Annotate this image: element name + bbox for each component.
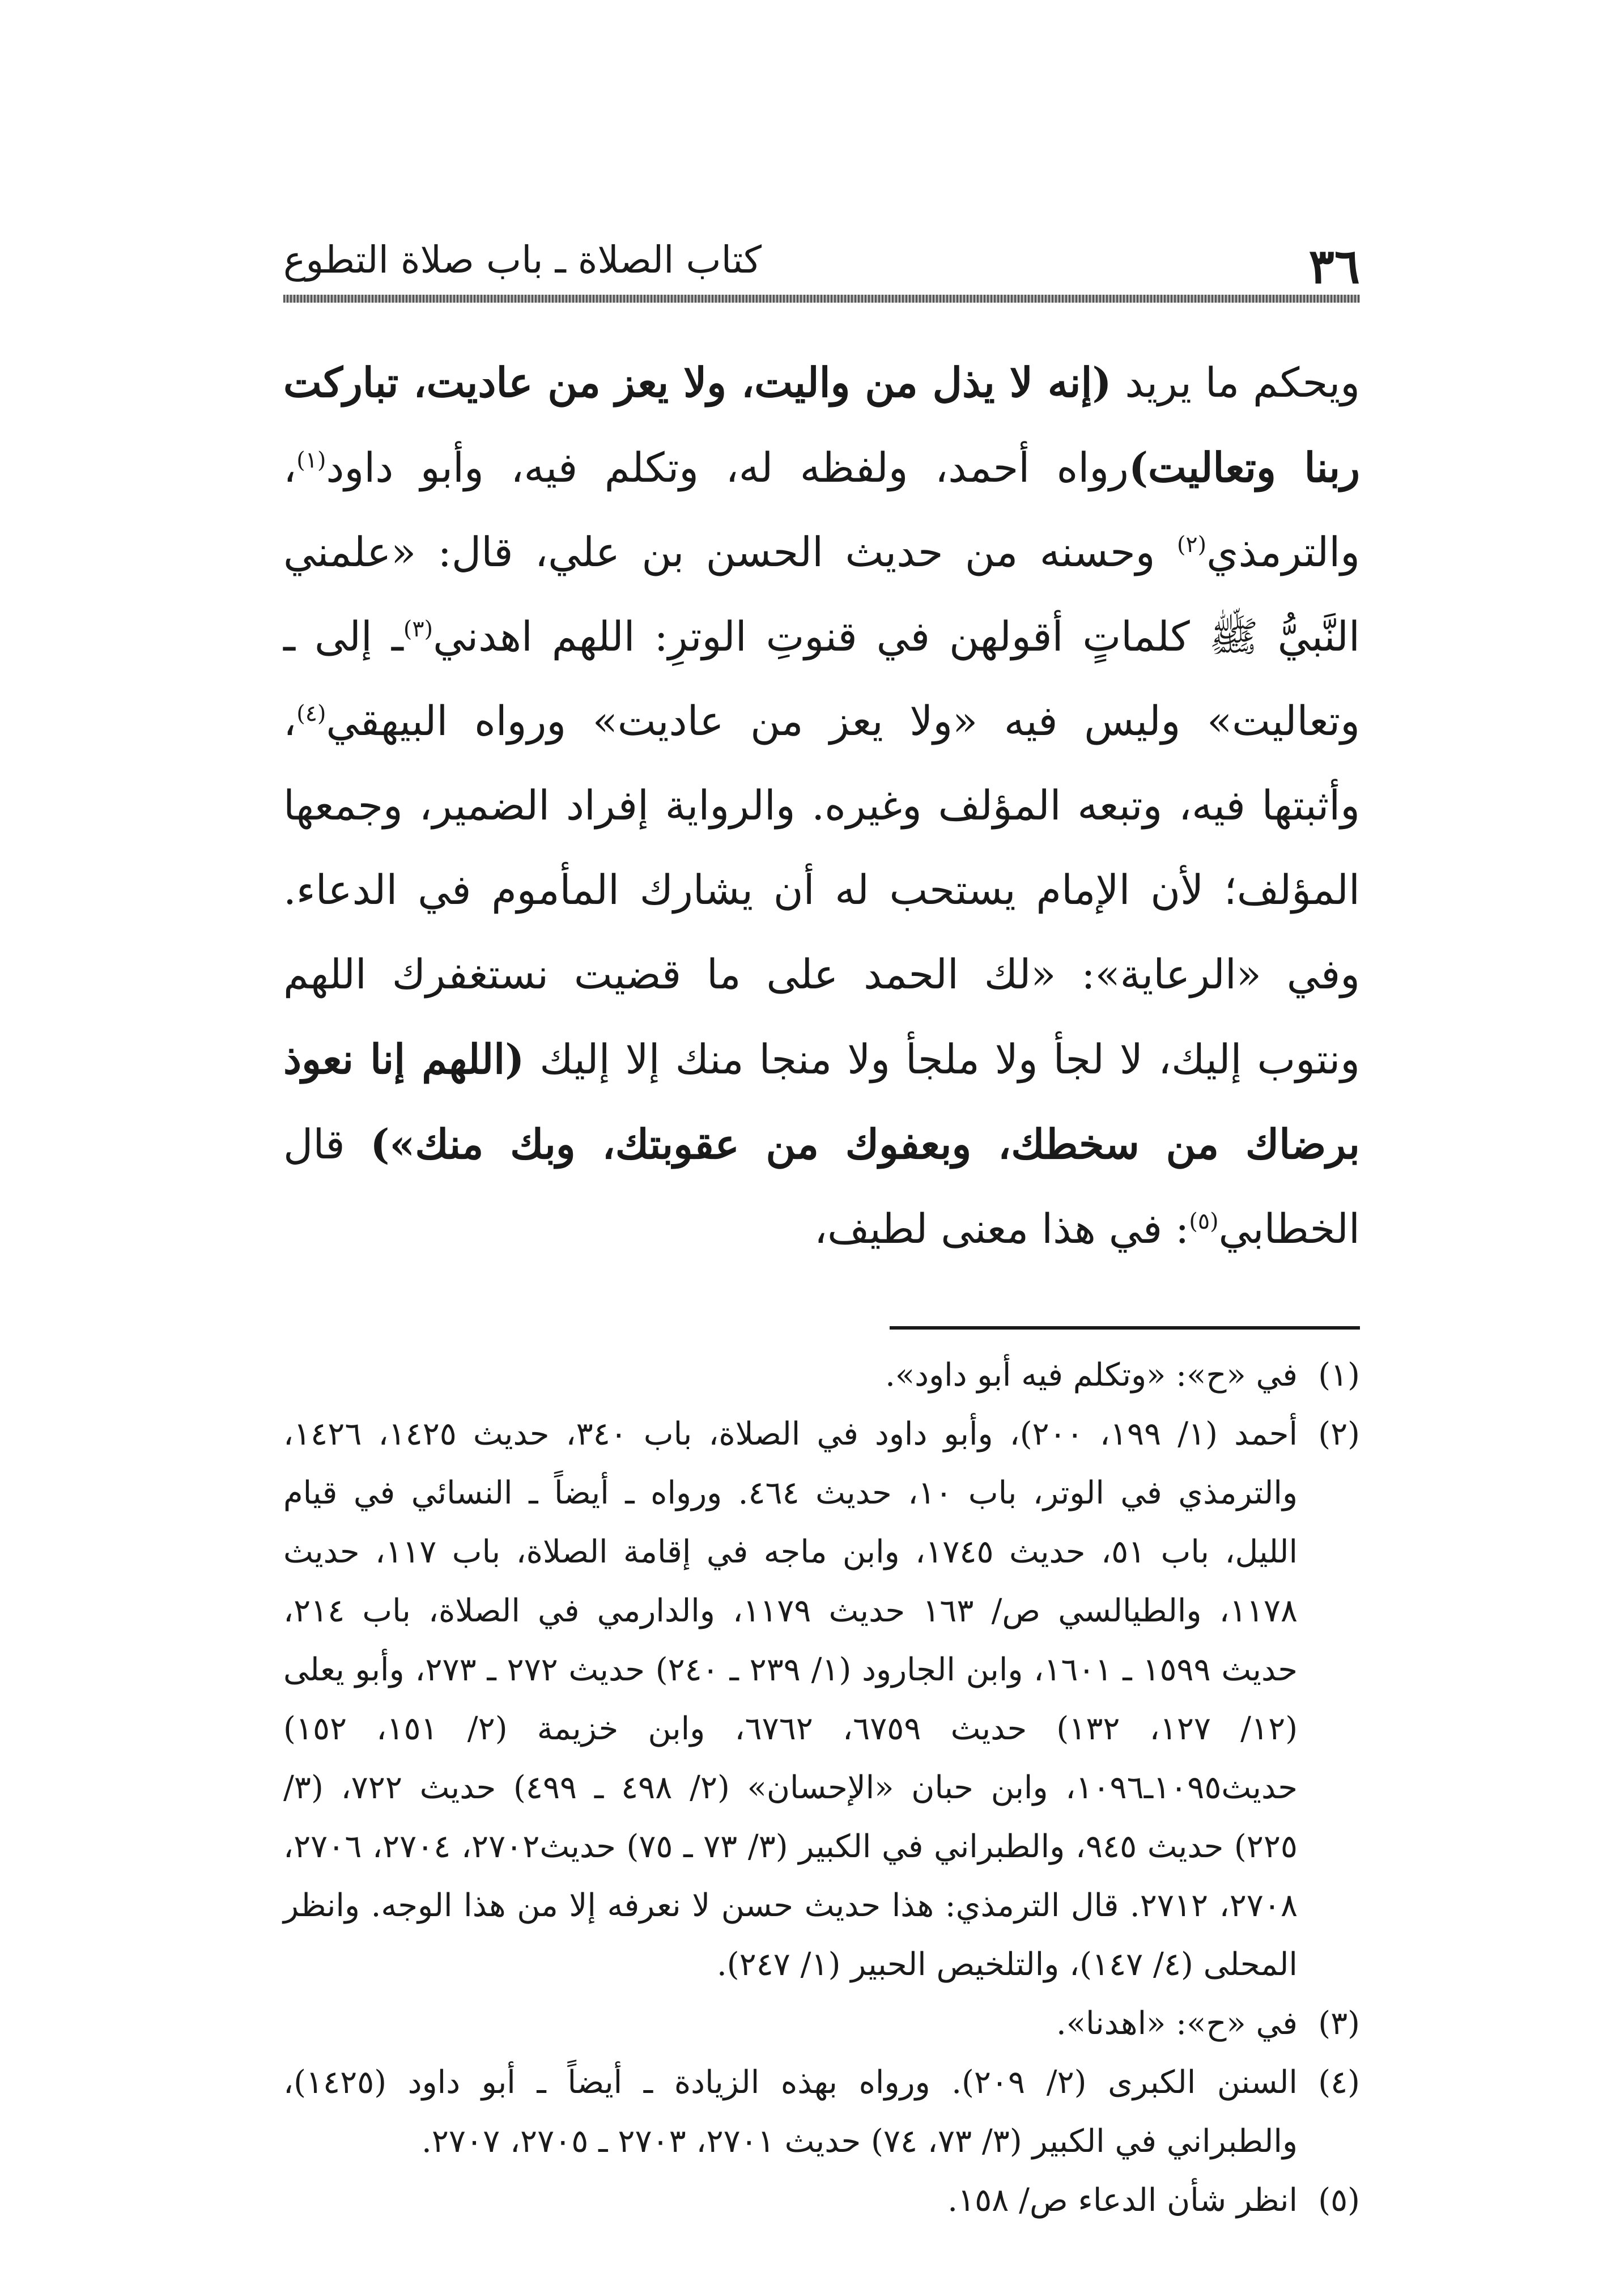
- footnote-text: انظر شأن الدعاء ص/ ١٥٨.: [947, 2182, 1298, 2219]
- body-text: قال الخطابي: [283, 1120, 1360, 1252]
- running-title: كتاب الصلاة ـ باب صلاة التطوع: [283, 238, 762, 282]
- body-paragraph: [283, 340, 1360, 1271]
- footnote-item: [283, 1346, 1360, 1405]
- body-text: : في هذا معنى لطيف،: [814, 1205, 1189, 1252]
- hadith-quote: (إنه لا يذل من واليت، ولا يعز من عاديت، تباركت ربنا وتعاليت): [283, 358, 1360, 491]
- body-text: ـ إلى ـ وتعاليت» وليس فيه «ولا يعز من عاديت» ورواه البيهقي: [283, 613, 1360, 745]
- body-text: ويحكم ما يريد: [1111, 359, 1360, 406]
- main-text: [283, 340, 1360, 1271]
- footnote-ref-4[interactable]: (٤): [296, 700, 326, 727]
- footnote-number: (٣): [1318, 2005, 1360, 2042]
- footnote-item: [283, 1405, 1360, 1994]
- footnote-number: (٢): [1318, 1416, 1360, 1453]
- footnote-number: (٥): [1318, 2182, 1360, 2219]
- footnote-ref-2[interactable]: (٢): [1176, 532, 1207, 558]
- footnote-text: أحمد (١/ ١٩٩، ٢٠٠)، وأبو داود في الصلاة، باب ٣٤٠، حديث ١٤٢٥، ١٤٢٦، والترمذي في الوتر، باب ١٠، حديث ٤٦٤. ورواه ـ أيضاً ـ النسائي في قيام الليل، باب ٥١، حديث ١٧٤٥، وابن ماجه في إقامة الصلاة، باب ١١٧، حديث ١١٧٨، والطيالسي ص/ ١٦٣ حديث ١١٧٩، والدارمي في الصلاة، باب ٢١٤، حديث ١٥٩٩ ـ ١٦٠١، وابن الجارود (١/ ٢٣٩ ـ ٢٤٠) حديث ٢٧٢ ـ ٢٧٣، وأبو يعلى (١٢/ ١٢٧، ١٣٢) حديث ٦٧٥٩، ٦٧٦٢، وابن خزيمة (٢/ ١٥١، ١٥٢) حديث١٠٩٥ـ١٠٩٦، وابن حبان «الإحسان» (٢/ ٤٩٨ ـ ٤٩٩) حديث ٧٢٢، (٣/ ٢٢٥) حديث ٩٤٥، والطبراني في الكبير (٣/ ٧٣ ـ ٧٥) حديث٢٧٠٢، ٢٧٠٤، ٢٧٠٦، ٢٧٠٨، ٢٧١٢. قال الترمذي: هذا حديث حسن لا نعرفه إلا من هذا الوجه. وانظر المحلى (٤/ ١٤٧)، والتلخيص الحبير (١/ ٢٤٧).: [283, 1416, 1298, 1983]
- footnote-text: في «ح»: «وتكلم فيه أبو داود».: [885, 1357, 1298, 1394]
- footnote-ref-5[interactable]: (٥): [1189, 1208, 1219, 1234]
- footnote-number: (١): [1318, 1357, 1360, 1394]
- body-text: وحسنه من حديث الحسن بن علي، قال: «علمني النَّبيُّ ﷺ كلماتٍ أقولهن في قنوتِ الوترِ: اللهم اهدني: [283, 528, 1360, 660]
- body-text: رواه أحمد، ولفظه له، وتكلم فيه، وأبو داود: [326, 444, 1129, 491]
- header-divider: [283, 295, 1360, 303]
- footnote-item: [283, 2171, 1360, 2230]
- footnote-item: [283, 1994, 1360, 2053]
- footnote-text: السنن الكبرى (٢/ ٢٠٩). ورواه بهذه الزيادة ـ أيضاً ـ أبو داود (١٤٢٥)، والطبراني في الكبير (٣/ ٧٣، ٧٤) حديث ٢٧٠١، ٢٧٠٣ ـ ٢٧٠٥، ٢٧٠٧.: [283, 2064, 1298, 2160]
- footnote-number: (٤): [1318, 2064, 1360, 2101]
- page-number: ٣٦: [1308, 238, 1360, 294]
- footnote-divider: [890, 1326, 1360, 1330]
- footnote-ref-3[interactable]: (٣): [403, 616, 433, 642]
- body-text: ، والترمذي: [283, 444, 1360, 576]
- footnote-item: [283, 2053, 1360, 2171]
- body-text: ، وأثبتها فيه، وتبعه المؤلف وغيره. والرواية إفراد الضمير، وجمعها المؤلف؛ لأن الإمام يستحب له أن يشارك المأموم في الدعاء. وفي «الرعاية»: «لك الحمد على ما قضيت نستغفرك اللهم ونتوب إليك، لا لجأ ولا ملجأ ولا منجا منك إلا إليك: [283, 697, 1361, 1083]
- footnote-ref-1[interactable]: (١): [296, 447, 326, 473]
- page-header: [283, 227, 1360, 294]
- dua-quote: (اللهم إنا نعوذ برضاك من سخطك، وبعفوك من عقوبتك، وبك منك»): [283, 1035, 1360, 1168]
- footnote-text: في «ح»: «اهدنا».: [1056, 2005, 1298, 2042]
- footnotes: [283, 1346, 1360, 2230]
